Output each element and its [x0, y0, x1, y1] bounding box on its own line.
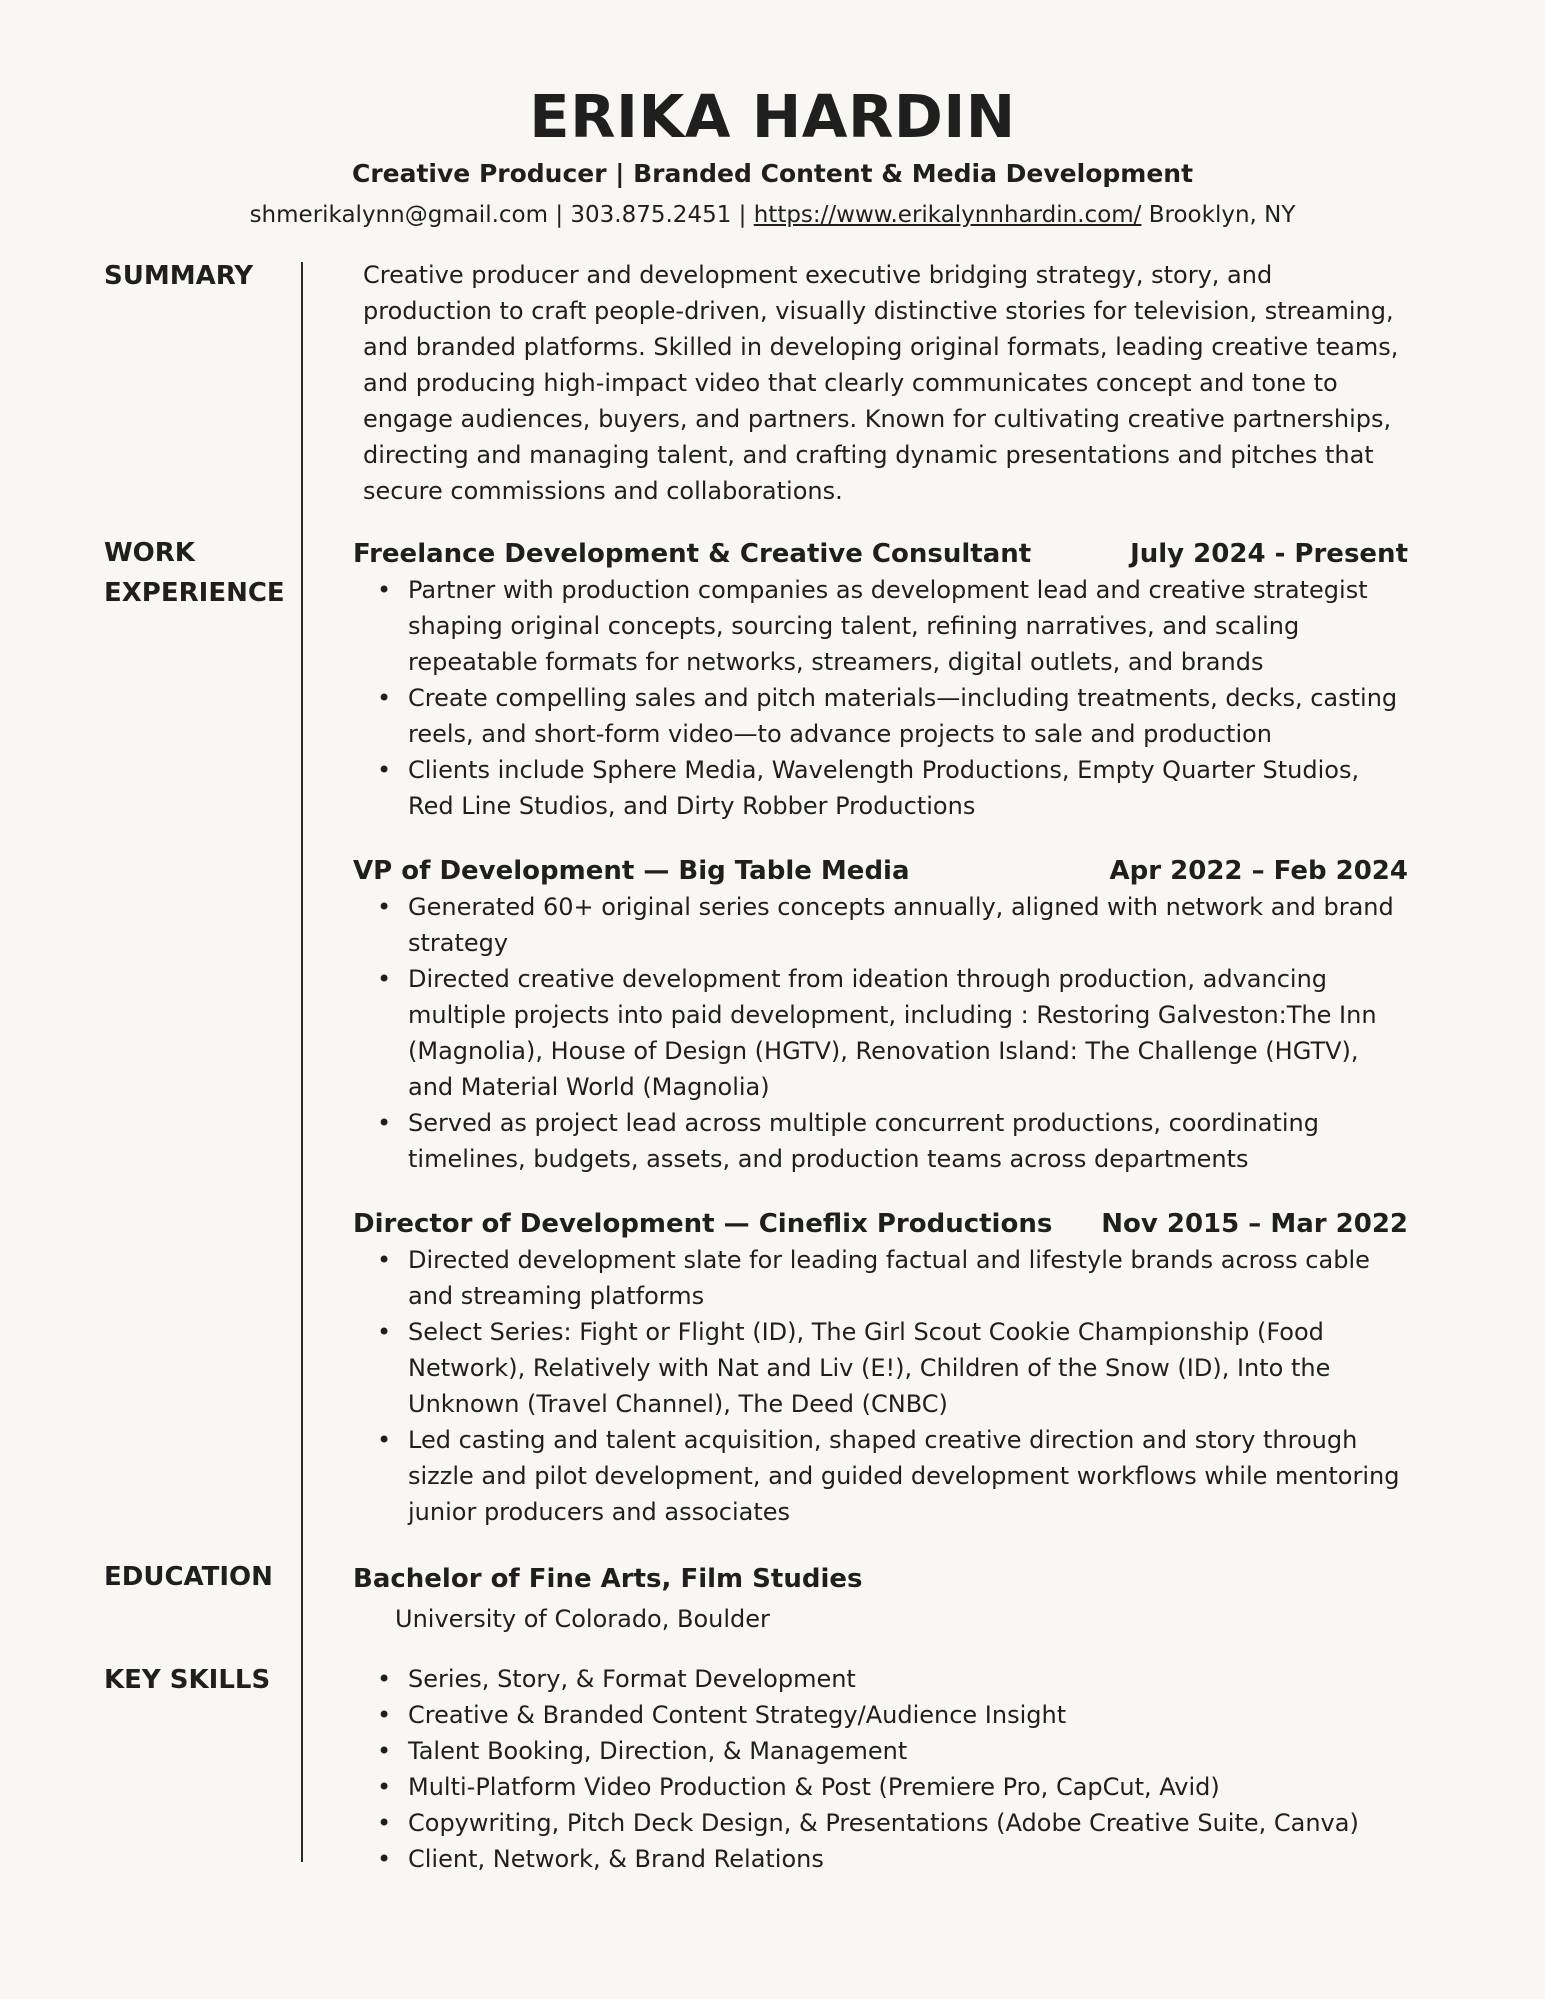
- skill-item: • Client, Network, & Brand Relations: [353, 1841, 1408, 1877]
- job-title: VP of Development — Big Table Media: [353, 856, 910, 886]
- skill-item: • Creative & Branded Content Strategy/Audience Insight: [353, 1697, 1408, 1733]
- summary-section: [353, 257, 1408, 509]
- contact-location: Brooklyn, NY: [1148, 202, 1296, 228]
- job-bullets: [353, 1242, 1408, 1530]
- skill-item: • Copywriting, Pitch Deck Design, & Presentations (Adobe Creative Suite, Canva): [353, 1805, 1408, 1841]
- skills-list: [353, 1661, 1408, 1877]
- job-entry: [353, 853, 1408, 1177]
- candidate-tagline: Creative Producer | Branded Content & Media Development: [351, 159, 1194, 188]
- contact-email-phone: shmerikalynn@gmail.com | 303.875.2451 |: [249, 202, 747, 228]
- job-bullet: • Select Series: Fight or Flight (ID), The Girl Scout Cookie Championship (Food Network), Relatively with Nat and Liv (E!), Children of the Snow (ID), Into the Unknown (Travel Channel), The Deed (CNBC): [353, 1314, 1408, 1422]
- job-bullet: • Directed development slate for leading factual and lifestyle brands across cable and streaming platforms: [353, 1242, 1408, 1314]
- skill-item: • Series, Story, & Format Development: [353, 1661, 1408, 1697]
- job-bullet: • Create compelling sales and pitch materials—including treatments, decks, casting reels, and short-form video—to advance projects to sale and production: [353, 680, 1408, 752]
- education-degree: Bachelor of Fine Arts, Film Studies: [353, 1564, 863, 1594]
- skill-item: • Talent Booking, Direction, & Management: [353, 1733, 1408, 1769]
- contact-line: [0, 198, 1545, 232]
- job-header: [353, 536, 1408, 572]
- job-bullets: [353, 572, 1408, 824]
- job-title: Director of Development — Cineflix Productions: [353, 1209, 1053, 1239]
- job-bullet: • Led casting and talent acquisition, shaped creative direction and story through sizzle and pilot development, and guided development workflows while mentoring junior producers and associates: [353, 1422, 1408, 1530]
- job-bullet: • Partner with production companies as development lead and creative strategist shaping original concepts, sourcing talent, refining narratives, and scaling repeatable formats for networks, streamers, digital outlets, and brands: [353, 572, 1408, 680]
- skill-item: • Multi-Platform Video Production & Post (Premiere Pro, CapCut, Avid): [353, 1769, 1408, 1805]
- job-entry: [353, 1206, 1408, 1530]
- skills-section: [353, 1661, 1408, 1877]
- summary-text: Creative producer and development executive bridging strategy, story, and production to craft people-driven, visually distinctive stories for television, streaming, and branded platforms. Skilled in developing original formats, leading creative teams, and producing high-impact video that clearly communicates concept and tone to engage audiences, buyers, and partners. Known for cultivating creative partnerships, directing and managing talent, and crafting dynamic presentations and pitches that secure commissions and collaborations.: [363, 261, 1399, 505]
- job-header: [353, 1206, 1408, 1242]
- education-section: [353, 1561, 1408, 1637]
- job-bullet: • Served as project lead across multiple concurrent productions, coordinating timelines, budgets, assets, and production teams across departments: [353, 1105, 1408, 1177]
- job-bullet: • Directed creative development from ideation through production, advancing multiple projects into paid development, including : Restoring Galveston:The Inn (Magnolia), House of Design (HGTV), Renovation Island: The Challenge (HGTV), and Material World (Magnolia): [353, 961, 1408, 1105]
- work-heading-line-2: EXPERIENCE: [104, 578, 285, 608]
- education-school: University of Colorado, Boulder: [395, 1605, 770, 1633]
- job-bullets: [353, 889, 1408, 1177]
- job-dates: Apr 2022 – Feb 2024: [1109, 856, 1408, 886]
- key-skills-heading: KEY SKILLS: [104, 1665, 271, 1695]
- resume-header: [0, 82, 1545, 232]
- job-bullet: • Generated 60+ original series concepts annually, aligned with network and brand strategy: [353, 889, 1408, 961]
- job-dates: July 2024 - Present: [1130, 539, 1408, 569]
- job-dates: Nov 2015 – Mar 2022: [1101, 1209, 1408, 1239]
- section-divider-line: [301, 262, 303, 1862]
- job-bullet: • Clients include Sphere Media, Wavelength Productions, Empty Quarter Studios, Red Line Studios, and Dirty Robber Productions: [353, 752, 1408, 824]
- education-heading: EDUCATION: [104, 1562, 273, 1592]
- job-header: [353, 853, 1408, 889]
- job-title: Freelance Development & Creative Consultant: [353, 539, 1032, 569]
- work-heading-line-1: WORK: [104, 538, 195, 568]
- summary-heading: SUMMARY: [104, 261, 254, 291]
- work-experience-heading: [104, 533, 285, 613]
- job-entry: [353, 536, 1408, 824]
- candidate-name: ERIKA HARDIN: [529, 82, 1016, 151]
- website-link[interactable]: https://www.erikalynnhardin.com/: [753, 202, 1142, 228]
